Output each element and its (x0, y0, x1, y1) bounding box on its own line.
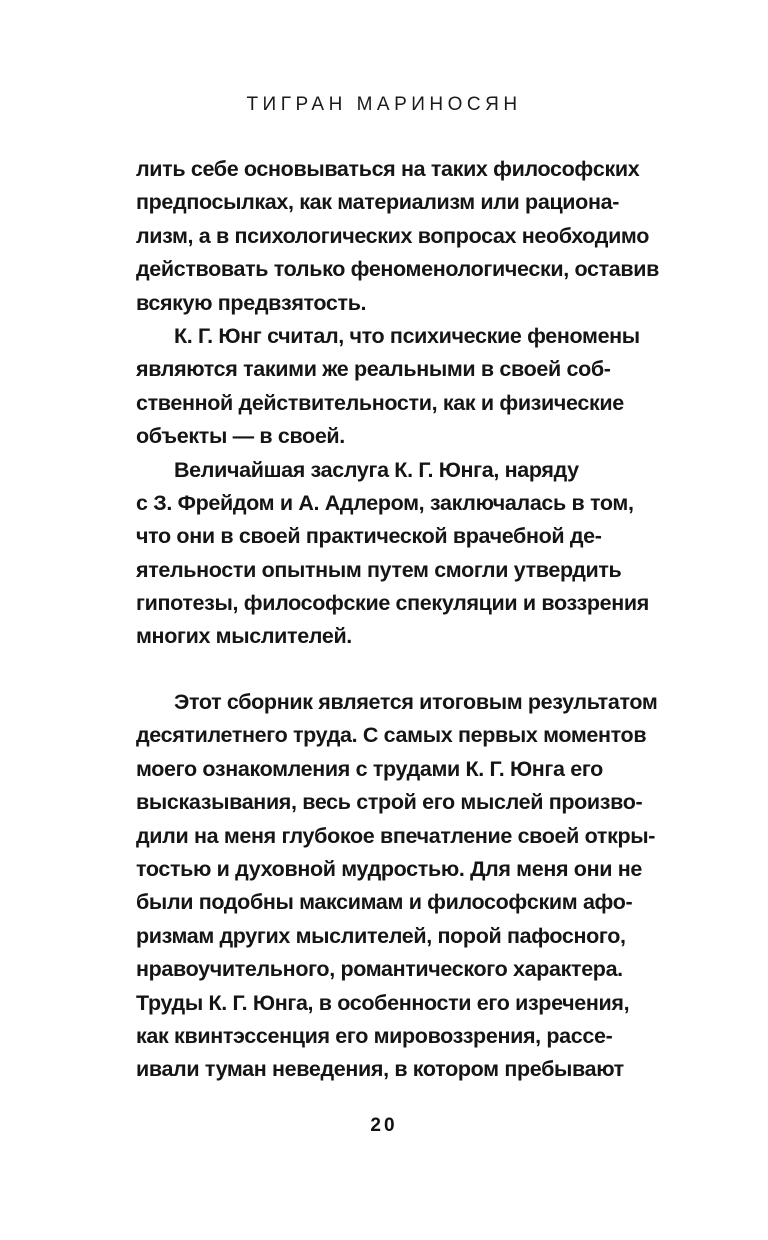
text-line: ственной действительности, как и физические (136, 390, 624, 415)
text-line: ризмам других мыслителей, порой пафосного, (136, 923, 626, 948)
page-number: 20 (370, 1115, 398, 1136)
running-header-author: ТИГРАН МАРИНОСЯН (246, 94, 522, 115)
text-line: К. Г. Юнг считал, что психические феномены (174, 323, 640, 348)
text-line: нравоучительного, романтического характера. (136, 957, 623, 982)
text-line: объекты — в своей. (136, 424, 345, 449)
text-line: ятельности опытным путем смогли утвердить (136, 557, 622, 582)
text-line: Труды К. Г. Юнга, в особенности его изречения, (136, 990, 630, 1015)
text-line: с З. Фрейдом и А. Адлером, заключалась в том, (136, 490, 634, 515)
text-line: дили на меня глубокое впечатление своей откры- (136, 823, 656, 848)
text-line: являются такими же реальными в своей соб- (136, 357, 611, 382)
text-line: ивали туман неведения, в котором пребывают (136, 1057, 624, 1082)
text-line: моего ознакомления с трудами К. Г. Юнга его (136, 756, 603, 781)
text-line: действовать только феноменологически, оставив (136, 257, 659, 282)
text-line: гипотезы, философские спекуляции и воззрения (136, 591, 649, 616)
text-line: всякую предвзятость. (136, 290, 367, 315)
text-line: десятилетнего труда. С самых первых моментов (136, 723, 647, 748)
text-line: высказывания, весь строй его мыслей произво- (136, 790, 643, 815)
text-line: Величайшая заслуга К. Г. Юнга, наряду (174, 457, 579, 482)
text-line: предпосылках, как материализм или рациона- (136, 190, 620, 215)
text-line: лить себе основываться на таких философских (136, 157, 640, 181)
text-block-upper (136, 153, 659, 654)
text-line: как квинтэссенция его мировоззрения, рассе- (136, 1023, 613, 1048)
text-line: были подобны максимам и философским афо- (136, 890, 633, 915)
text-line: тостью и духовной мудростью. Для меня они не (136, 856, 642, 881)
text-line: что они в своей практической врачебной де- (136, 524, 602, 549)
text-line: лизм, а в психологических вопросах необходимо (136, 223, 649, 248)
text-line: Этот сборник является итоговым результатом (174, 690, 658, 714)
text-line: многих мыслителей. (136, 624, 352, 649)
text-block-lower (136, 686, 658, 1087)
